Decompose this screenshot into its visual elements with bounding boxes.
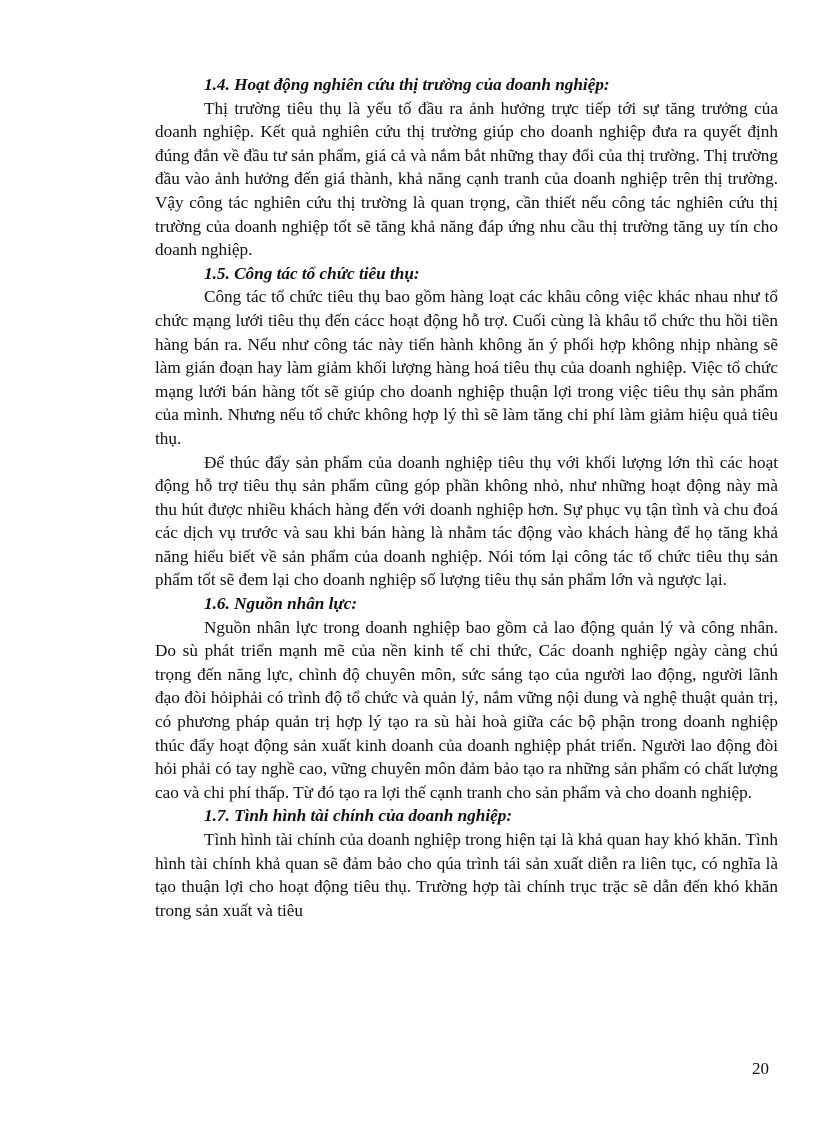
paragraph: Công tác tổ chức tiêu thụ bao gồm hàng loạt các khâu công việc khác nhau như tổ chức mạng lưới tiêu thụ đến cácc hoạt động hỗ trợ. Cuối cùng là khâu tổ chức thu hồi tiền hàng bán ra. Nếu như công tác này tiến hành không ăn ý phối hợp không nhịp nhàng sẽ làm gián đoạn hay làm giảm khối lượng hàng hoá tiêu thụ của doanh nghiệp. Việc tổ chức mạng lưới bán hàng tốt sẽ giúp cho doanh nghiệp thuận lợi trong việc tiêu thụ sản phẩm của mình. Nhưng nếu tổ chức không hợp lý thì sẽ làm tăng chi phí làm giảm hiệu quả tiêu thụ. [155, 287, 778, 448]
section-heading: 1.6. Nguồn nhân lực: [204, 594, 358, 614]
paragraph: Tình hình tài chính của doanh nghiệp trong hiện tại là khả quan hay khó khăn. Tình hình tài chính khả quan sẽ đảm bảo cho qúa trình tái sản xuất diễn ra liên tục, có nghĩa là tạo thuận lợi cho hoạt động tiêu thụ. Trường hợp tài chính trục trặc sẽ dẫn đến khó khăn trong sản xuất và tiêu [155, 830, 778, 920]
section-heading: 1.7. Tình hình tài chính của doanh nghiệp: [204, 806, 513, 826]
paragraph: Nguồn nhân lực trong doanh nghiệp bao gồm cả lao động quản lý và công nhân. Do sù phát triển mạnh mẽ của nền kinh tế chi thức, Các doanh nghiệp ngày càng chú trọng đến năng lực, chình độ chuyên môn, sức sáng tạo của người lao động, người lãnh đạo đòi hỏiphải có trình độ tổ chức và quản lý, nắm vững nội dung và nghệ thuật quản trị, có phương pháp quản trị hợp lý tạo ra sù hài hoà giữa các bộ phận trong doanh nghiệp thúc đẩy hoạt động sản xuất kinh doanh của doanh nghiệp phát triển. Người lao động đòi hỏi phải có tay nghề cao, vững chuyên môn đảm bảo tạo ra những sản phẩm có chất lượng cao và chi phí thấp. Từ đó tạo ra lợi thế cạnh tranh cho sản phẩm và cho doanh nghiệp. [155, 617, 778, 802]
paragraph: Để thúc đẩy sản phẩm của doanh nghiệp tiêu thụ với khối lượng lớn thì các hoạt động hỗ trợ tiêu thụ sản phẩm cũng góp phần không nhỏ, như những hoạt động này mà thu hút được nhiều khách hàng đến với doanh nghiệp hơn. Sự phục vụ tận tình và chu đoá các dịch vụ trước và sau khi bán hàng là nhằm tác động vào khách hàng để họ tăng khả năng hiểu biết về sản phẩm của doanh nghiệp. Nói tóm lại công tác tổ chức tiêu thụ sản phẩm tốt sẽ đem lại cho doanh nghiệp số lượng tiêu thụ sản phẩm lớn và ngược lại. [155, 452, 778, 590]
section-sales-organization [155, 262, 778, 592]
section-heading: 1.5. Công tác tổ chức tiêu thụ: [204, 263, 420, 283]
page-number: 20 [752, 1059, 769, 1078]
section-financial-situation [155, 804, 778, 922]
section-market-research [155, 73, 778, 262]
section-heading: 1.4. Hoạt động nghiên cứu thị trường của doanh nghiệp: [204, 75, 610, 94]
section-human-resources [155, 592, 778, 804]
page-content [155, 73, 778, 922]
paragraph: Thị trường tiêu thụ là yếu tố đầu ra ảnh hưởng trực tiếp tới sự tăng trưởng của doanh nghiệp. Kết quả nghiên cứu thị trường giúp cho doanh nghiệp đưa ra quyết định đúng đắn về đầu tư sản phẩm, giá cả và nắm bắt những thay đổi của thị trường. Thị trường đầu vào ảnh hưởng đến giá thành, khả năng cạnh tranh của doanh nghiệp trên thị trường. Vậy công tác nghiên cứu thị trường là quan trọng, cần thiết nếu công tác nghiên cứu thị trường của doanh nghiệp tốt sẽ tăng khả năng đáp ứng nhu cầu thị trường tăng uy tín cho doanh nghiệp. [155, 98, 778, 260]
